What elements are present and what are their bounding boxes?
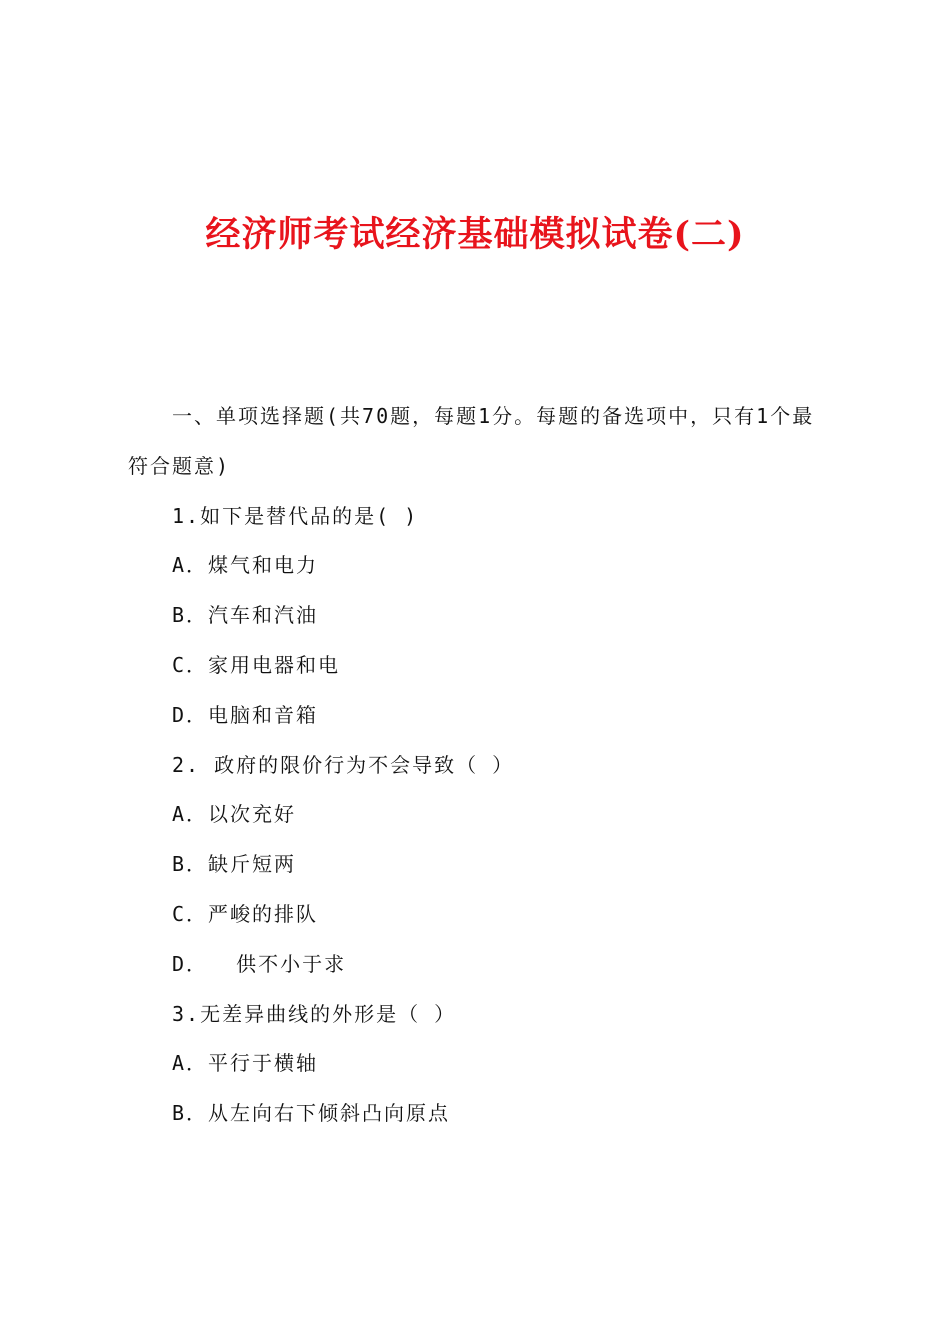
question-2-option-b: B．缺斤短两 [172, 852, 297, 877]
question-2-option-c: C．严峻的排队 [172, 901, 319, 926]
question-1-option-b: B．汽车和汽油 [172, 603, 319, 628]
document-title: 经济师考试经济基础模拟试卷(二) [205, 214, 745, 255]
question-1-option-d: D．电脑和音箱 [172, 702, 319, 727]
question-1-option-c: C．家用电器和电 [172, 652, 341, 677]
question-2-option-a: A．以次充好 [172, 802, 297, 827]
question-3-option-b: B．从左向右下倾斜凸向原点 [172, 1101, 451, 1126]
question-2-option-d: D． 供不小于求 [172, 951, 347, 976]
question-1: 1.如下是替代品的是( ) [172, 503, 419, 528]
question-3: 3.无差异曲线的外形是（ ） [172, 1001, 457, 1026]
question-1-option-a: A．煤气和电力 [172, 553, 319, 578]
document-body [128, 392, 833, 1139]
question-2: 2. 政府的限价行为不会导致（ ） [172, 752, 515, 777]
question-3-option-a: A．平行于横轴 [172, 1051, 319, 1076]
section-heading: 一、单项选择题(共70题，每题1分。每题的备选项中，只有1个最符合题意) [128, 404, 815, 478]
